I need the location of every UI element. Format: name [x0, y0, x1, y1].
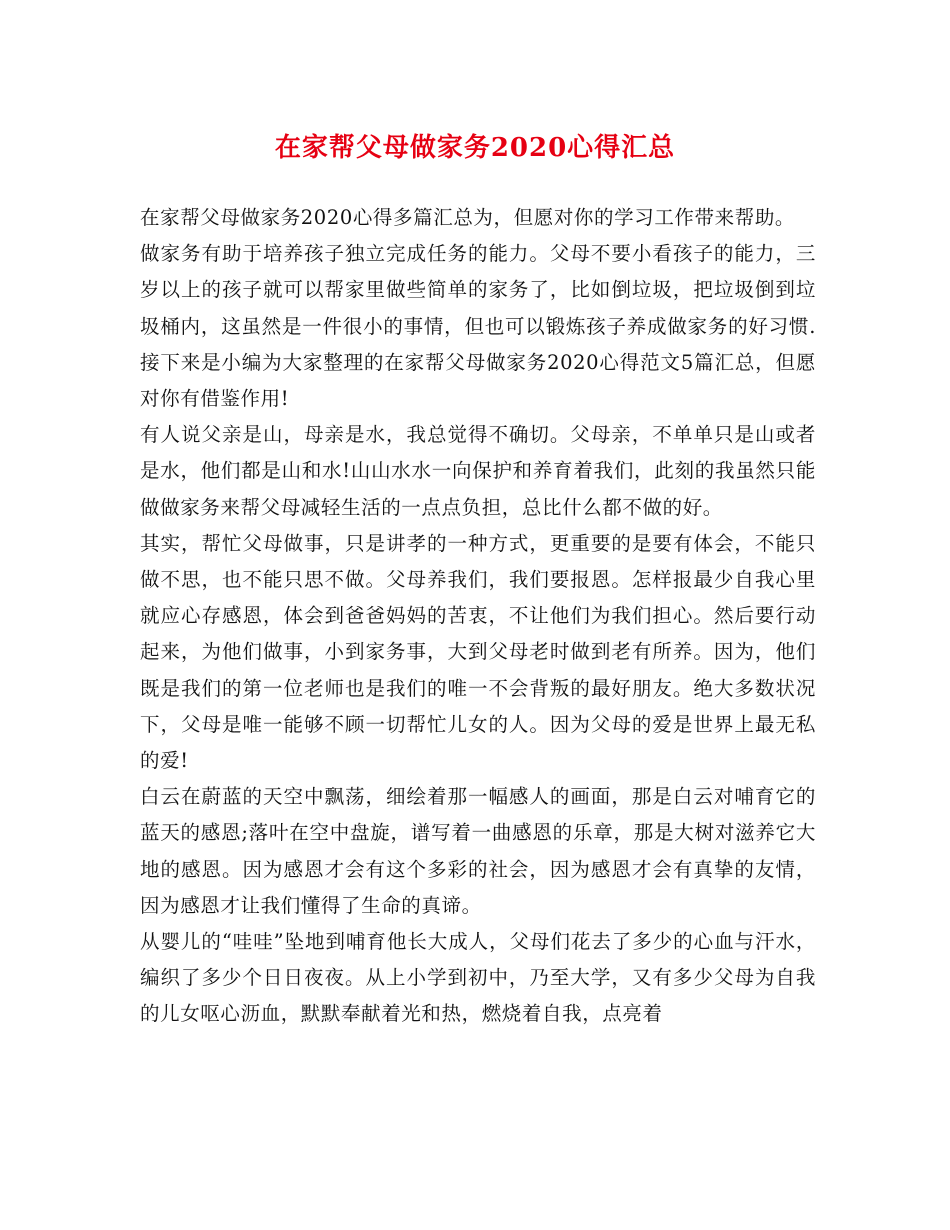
paragraph-housework-ability: 做家务有助于培养孩子独立完成任务的能力。父母不要小看孩子的能力，三岁以上的孩子就可以帮家里做些简单的家务了，比如倒垃圾，把垃圾倒到垃圾桶内，这虽然是一件很小的事情，但也可以锻炼孩子养成做家务的好习惯.接下来是小编为大家整理的在家帮父母做家务2020心得范文5篇汇总，但愿对你有借鉴作用!: [140, 242, 816, 411]
paragraph-filial-piety: 其实，帮忙父母做事，只是讲孝的一种方式，更重要的是要有体会，不能只做不思，也不能只思不做。父母养我们，我们要报恩。怎样报最少自我心里就应心存感恩，体会到爸爸妈妈的苦衷，不让他们为我们担心。然后要行动起来，为他们做事，小到家务事，大到父母老时做到老有所养。因为，他们既是我们的第一位老师也是我们的唯一不会背叛的最好朋友。绝大多数状况下，父母是唯一能够不顾一切帮忙儿女的人。因为父母的爱是世界上最无私的爱!: [140, 531, 816, 773]
paragraph-gratitude: 白云在蔚蓝的天空中飘荡，细绘着那一幅感人的画面，那是白云对哺育它的蓝天的感恩;落叶在空中盘旋，谱写着一曲感恩的乐章，那是大树对滋养它大地的感恩。因为感恩才会有这个多彩的社会，因为感恩才会有真挚的友情，因为感恩才让我们懂得了生命的真谛。: [140, 785, 816, 917]
document-title: 在家帮父母做家务2020心得汇总: [274, 133, 676, 163]
document-body: [140, 200, 816, 1033]
paragraph-parents-devotion: 从婴儿的“哇哇”坠地到哺育他长大成人，父母们花去了多少的心血与汗水，编织了多少个日日夜夜。从上小学到初中，乃至大学，又有多少父母为自我的儿女呕心沥血，默默奉献着光和热，燃烧着自我，点亮着: [140, 930, 816, 1026]
paragraph-mountain-water: 有人说父亲是山，母亲是水，我总觉得不确切。父母亲，不单单只是山或者是水，他们都是山和水!山山水水一向保护和养育着我们，此刻的我虽然只能做做家务来帮父母减轻生活的一点点负担，总比什么都不做的好。: [140, 423, 816, 519]
paragraph-intro: 在家帮父母做家务2020心得多篇汇总为，但愿对你的学习工作带来帮助。: [140, 206, 796, 229]
